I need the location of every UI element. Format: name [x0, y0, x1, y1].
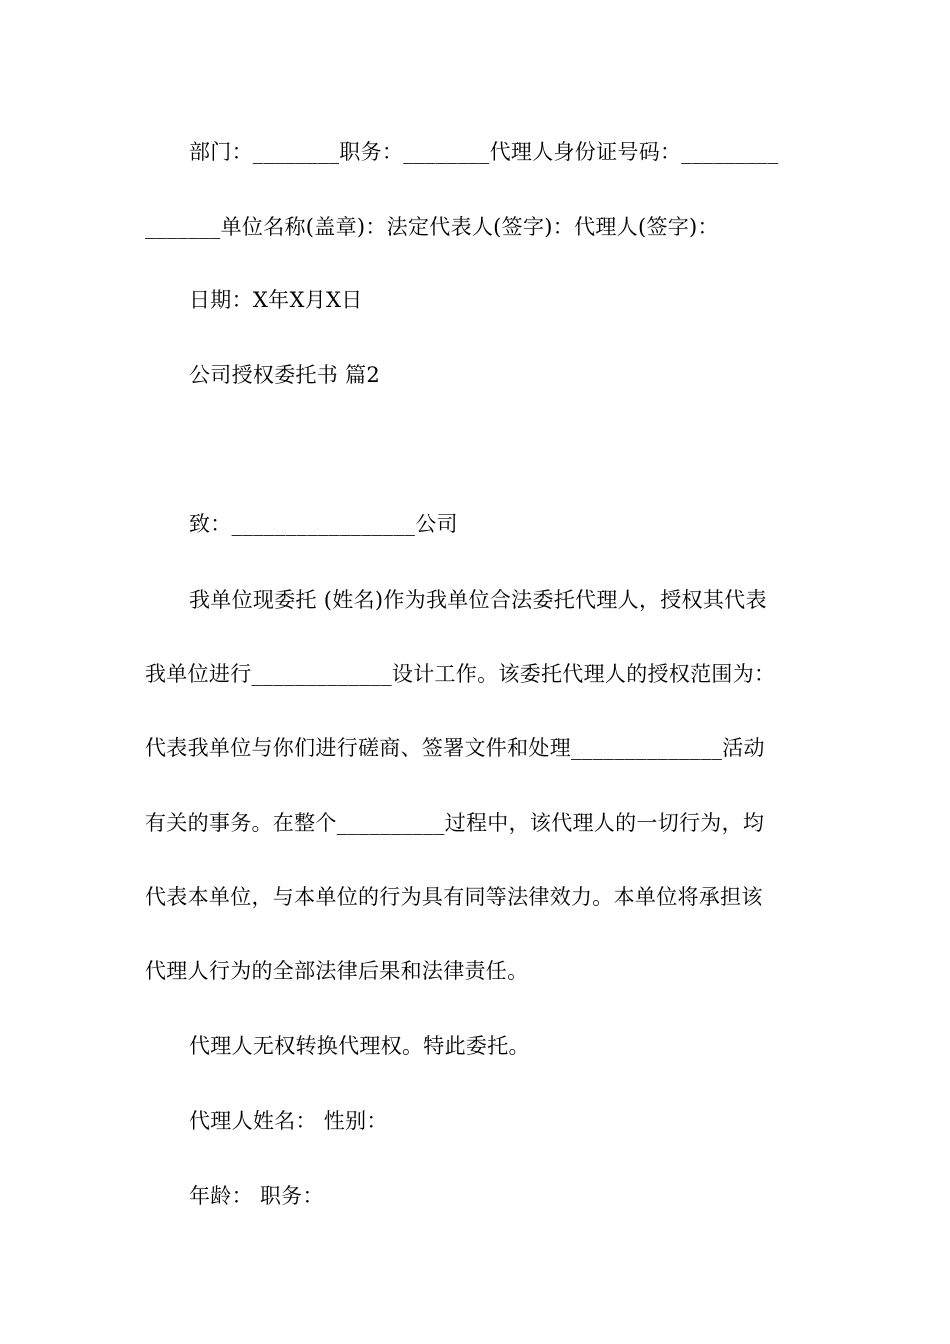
section-heading: 公司授权委托书 篇2: [189, 363, 381, 387]
body-paragraph-line-2: 我单位进行_____________设计工作。该委托代理人的授权范围为：: [145, 662, 776, 686]
body-paragraph-line-6: 代理人行为的全部法律后果和法律责任。: [145, 959, 529, 983]
age-position-line: 年龄： 职务：: [189, 1184, 324, 1208]
agent-name-gender-line: 代理人姓名： 性别：: [189, 1109, 388, 1133]
department-position-id-line: 部门：________职务：________代理人身份证号码：_________: [189, 140, 779, 164]
no-transfer-line: 代理人无权转换代理权。特此委托。: [189, 1034, 530, 1058]
body-paragraph-line-5: 代表本单位，与本单位的行为具有同等法律效力。本单位将承担该: [145, 885, 763, 909]
signature-line: _______单位名称(盖章)：法定代表人(签字)：代理人(签字)：: [145, 215, 719, 239]
body-paragraph-line-4: 有关的事务。在整个__________过程中，该代理人的一切行为，均: [145, 811, 765, 835]
date-line: 日期：X年X月X日: [189, 288, 363, 312]
body-paragraph-line-1: 我单位现委托 (姓名)作为我单位合法委托代理人，授权其代表: [189, 588, 767, 612]
recipient-line: 致：_________________公司: [189, 512, 458, 536]
body-paragraph-line-3: 代表我单位与你们进行磋商、签署文件和处理______________活动: [145, 736, 765, 760]
